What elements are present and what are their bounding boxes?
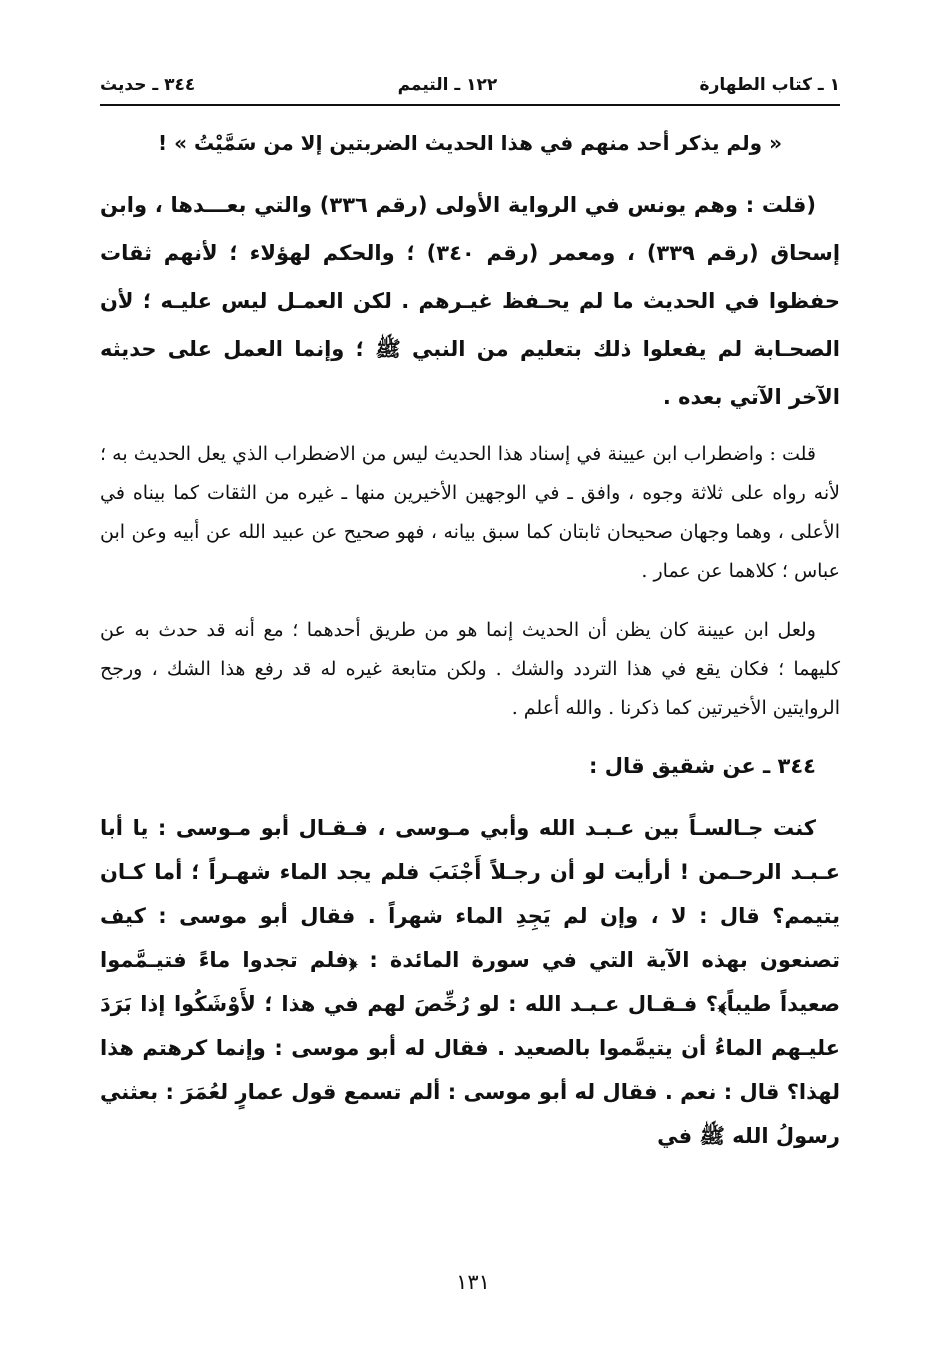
page-number: ١٣١	[456, 1270, 490, 1294]
author-note-paragraph-2: ولعل ابن عيينة كان يظن أن الحديث إنما هو من طريق أحدهما ؛ مع أنه قد حدث به عن كليهما ؛ فكان يقع في هذا التردد والشك . ولكن متابعة غيره له قد رفع هذا الشك ، ورجح الروايتين الأخيرتين كما ذكرنا . والله أعلم .	[100, 619, 840, 719]
author-note-bold: (قلت : وهم يونس في الرواية الأولى (رقم ٣٣٦) والتي بعـــدها ، وابن إسحاق (رقم ٣٣٩) ، ومعمر (رقم ٣٤٠) ؛ والحكم لهؤلاء ؛ لأنهم ثقات حفظوا في الحديث ما لم يحـفظ غيـرهم . لكن العمـل ليس عليـه ؛ لأن الصحـابة لم يفعلوا ذلك بتعليم من النبي ﷺ ؛ وإنما العمل على حديثه الآخر الآتي بعده .	[100, 193, 841, 409]
header-section: ١٢٢ ـ التيمم	[397, 75, 498, 95]
page-body	[100, 125, 840, 1158]
header-hadith: ٣٤٤ ـ حديث	[100, 75, 196, 95]
author-note-paragraph: قلت : واضطراب ابن عيينة في إسناد هذا الحديث ليس من الاضطراب الذي يعل الحديث به ؛ لأنه رواه على ثلاثة وجوه ، وافق ـ في الوجهين الأخيرين منها ـ غيره من الثقات كما بيناه في الأعلى ، وهما وجهان صحيحان ثابتان كما سبق بيانه ، فهو صحيح عن عبيد الله عن أبيه وعن ابن عباس ؛ كلاهما عن عمار .	[100, 443, 840, 582]
header-rule	[100, 104, 840, 106]
hadith-heading: ٣٤٤ ـ عن شقيق قال :	[589, 754, 816, 778]
quote-line: « ولم يذكر أحد منهم في هذا الحديث الضربتين إلا من سَمَّيْتُ » !	[157, 131, 782, 155]
hadith-text: كنت جـالسـاً بين عـبـد الله وأبي مـوسى ، فـقـال أبو مـوسى : يا أبا عـبـد الرحـمن ! أرأيت لو أن رجـلاً أَجْنَبَ فلم يجد الماء شهـراً ؛ أما كـان يتيمم؟ قال : لا ، وإن لم يَجِدِ الماء شهراً . فقال أبو موسى : كيف تصنعون بهذه الآية التي في سورة المائدة : ﴿فلم تجدوا ماءً فتيـمَّموا صعيداً طيباً﴾؟ فـقـال عـبـد الله : لو رُخِّصَ لهم في هذا ؛ لأَوْشَكُوا إذا بَرَدَ عليـهم الماءُ أن يتيمَّموا بالصعيد . فقال له أبو موسى : وإنما كرهتم هذا لهذا؟ قال : نعم . فقال له أبو موسى : ألم تسمع قول عمارٍ لعُمَرَ : بعثني رسولُ الله ﷺ في	[100, 816, 840, 1148]
running-header	[100, 70, 840, 100]
header-chapter: ١ ـ كتاب الطهارة	[699, 75, 840, 95]
